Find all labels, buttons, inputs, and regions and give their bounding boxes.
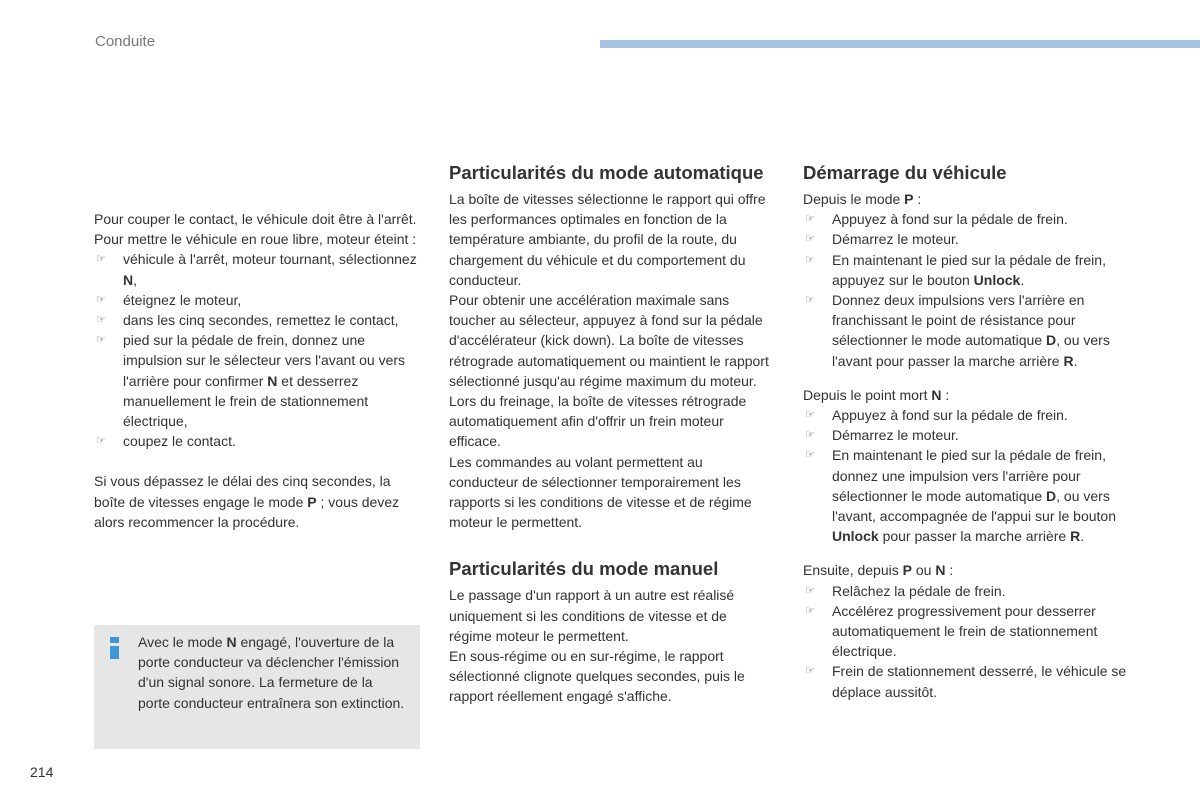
pointing-hand-icon: ☞ (805, 294, 815, 307)
emphasis: N (267, 372, 278, 389)
list-item-text: dans les cinq secondes, remettez le contact, (123, 312, 399, 329)
list-item (803, 405, 1133, 425)
list-item-text: coupez le contact. (123, 433, 236, 450)
list-item (94, 290, 424, 310)
paragraph: Le passage d'un rapport à un autre est réalisé uniquement si les conditions de vitesse et de régime moteur le permettent. (449, 587, 735, 644)
pointing-hand-icon: ☞ (96, 314, 106, 327)
pointing-hand-icon: ☞ (805, 233, 815, 246)
info-box (94, 625, 420, 749)
paragraph: Lors du freinage, la boîte de vitesses rétrograde automatiquement afin d'offrir un frein moteur efficace. (449, 393, 747, 450)
list-item (803, 250, 1133, 290)
paragraph: Depuis le mode P : (803, 191, 922, 207)
pointing-hand-icon: ☞ (805, 213, 815, 226)
heading-automatic-mode: Particularités du mode automatique (449, 162, 764, 183)
list-item-text: Frein de stationnement desserré, le véhicule se déplace aussitôt. (832, 663, 1127, 700)
column-left (94, 209, 424, 532)
pointing-hand-icon: ☞ (805, 665, 815, 678)
list-item (803, 445, 1133, 546)
list-item (803, 425, 1133, 445)
list-item (803, 661, 1133, 701)
bullet-list (803, 581, 1133, 702)
pointing-hand-icon: ☞ (805, 604, 815, 617)
list-item-text: Relâchez la pédale de frein. (832, 582, 1006, 599)
emphasis: Unlock (973, 271, 1021, 288)
column-middle (449, 162, 769, 707)
emphasis: P (904, 191, 914, 207)
paragraph: Ensuite, depuis P ou N : (803, 562, 954, 579)
list-item-text: En maintenant le pied sur la pédale de frein, appuyez sur le bouton Unlock. (832, 251, 1106, 288)
list-item (803, 601, 1133, 662)
paragraph: Depuis le point mort N : (803, 386, 950, 403)
paragraph: Pour mettre le véhicule en roue libre, moteur éteint : (94, 231, 417, 248)
bullet-list (803, 209, 1133, 371)
list-item (803, 229, 1133, 249)
pointing-hand-icon: ☞ (96, 435, 106, 448)
emphasis: Unlock (832, 528, 879, 545)
emphasis: N (935, 562, 946, 579)
list-item-text: Donnez deux impulsions vers l'arrière en franchissant le point de résistance pour sélectionner le mode automatique D, ou vers l'avant pour passer la marche arrière R. (832, 292, 1110, 369)
section-title: Conduite (95, 33, 156, 50)
list-item (94, 431, 424, 451)
info-icon (110, 637, 119, 659)
list-item-text: Appuyez à fond sur la pédale de frein. (832, 407, 1068, 424)
emphasis: N (931, 386, 942, 403)
list-item-text: Démarrez le moteur. (832, 427, 959, 444)
paragraph: Pour obtenir une accélération maximale sans toucher au sélecteur, appuyez à fond sur la pédale d'accélérateur (kick down). La boîte de vitesses rétrograde automatiquement ou maintient le rapport sélectionné jusqu'au régime maximum du moteur. (449, 292, 769, 389)
emphasis: N (226, 634, 237, 650)
pointing-hand-icon: ☞ (805, 584, 815, 597)
pointing-hand-icon: ☞ (96, 253, 106, 266)
pointing-hand-icon: ☞ (96, 334, 106, 347)
list-item-text: Démarrez le moteur. (832, 231, 959, 248)
emphasis: P (307, 493, 317, 510)
emphasis: R (1070, 528, 1081, 545)
bullet-list (803, 405, 1133, 546)
list-item (94, 249, 424, 289)
paragraph-group (449, 189, 769, 532)
list-item (803, 581, 1133, 601)
page-number: 214 (30, 764, 54, 780)
column-right (803, 162, 1133, 702)
paragraph: La boîte de vitesses sélectionne le rapport qui offre les performances optimales en fonction de la température ambiante, du profil de la route, du chargement du véhicule et du comportement du conducteur. (449, 191, 766, 288)
list-item-text: Accélérez progressivement pour desserrer automatiquement le frein de stationnement électrique. (832, 602, 1098, 660)
bullet-list (94, 249, 424, 451)
list-item-text: éteignez le moteur, (123, 291, 242, 308)
list-item-text: Appuyez à fond sur la pédale de frein. (832, 211, 1068, 228)
emphasis: D (1046, 487, 1057, 504)
paragraph: Les commandes au volant permettent au conducteur de sélectionner temporairement les rapports si les conditions de vitesse et de régime moteur le permettent. (449, 453, 752, 531)
paragraph-group (449, 585, 769, 706)
emphasis: P (902, 562, 912, 579)
pointing-hand-icon: ☞ (805, 429, 815, 442)
paragraph: Si vous dépassez le délai des cinq secondes, la boîte de vitesses engage le mode P ; vous devez alors recommencer la procédure. (94, 473, 400, 530)
paragraph: Pour couper le contact, le véhicule doit être à l'arrêt. (94, 211, 417, 227)
pointing-hand-icon: ☞ (805, 449, 815, 462)
pointing-hand-icon: ☞ (96, 293, 106, 306)
heading-manual-mode: Particularités du mode manuel (449, 558, 719, 580)
paragraph: En sous-régime ou en sur-régime, le rapport sélectionné clignote quelques secondes, puis le rapport réellement engagé s'affiche. (449, 648, 745, 705)
list-item (803, 290, 1133, 371)
emphasis: D (1046, 332, 1057, 349)
emphasis: N (123, 271, 134, 288)
heading-vehicle-start: Démarrage du véhicule (803, 162, 1007, 183)
list-item-text: véhicule à l'arrêt, moteur tournant, sélectionnez N, (123, 251, 417, 288)
list-item (803, 209, 1133, 229)
pointing-hand-icon: ☞ (805, 409, 815, 422)
list-item (94, 330, 424, 431)
list-item-text: pied sur la pédale de frein, donnez une impulsion sur le sélecteur vers l'avant ou vers l'arrière pour confirmer N et desserrez manuellement le frein de stationnement électrique, (123, 332, 406, 430)
list-item-text: En maintenant le pied sur la pédale de frein, donnez une impulsion vers l'arrière pour sélectionner le mode automatique D, ou vers l'avant, accompagnée de l'appui sur le bouton Unlock pour passer la marche arrière R. (832, 447, 1116, 545)
emphasis: R (1063, 352, 1074, 369)
info-text: Avec le mode N engagé, l'ouverture de la porte conducteur va déclencher l'émission d'un signal sonore. La fermeture de la porte conducteur entraînera son extinction. (138, 634, 405, 711)
header-accent-bar (600, 40, 1200, 48)
list-item (94, 310, 424, 330)
pointing-hand-icon: ☞ (805, 253, 815, 266)
